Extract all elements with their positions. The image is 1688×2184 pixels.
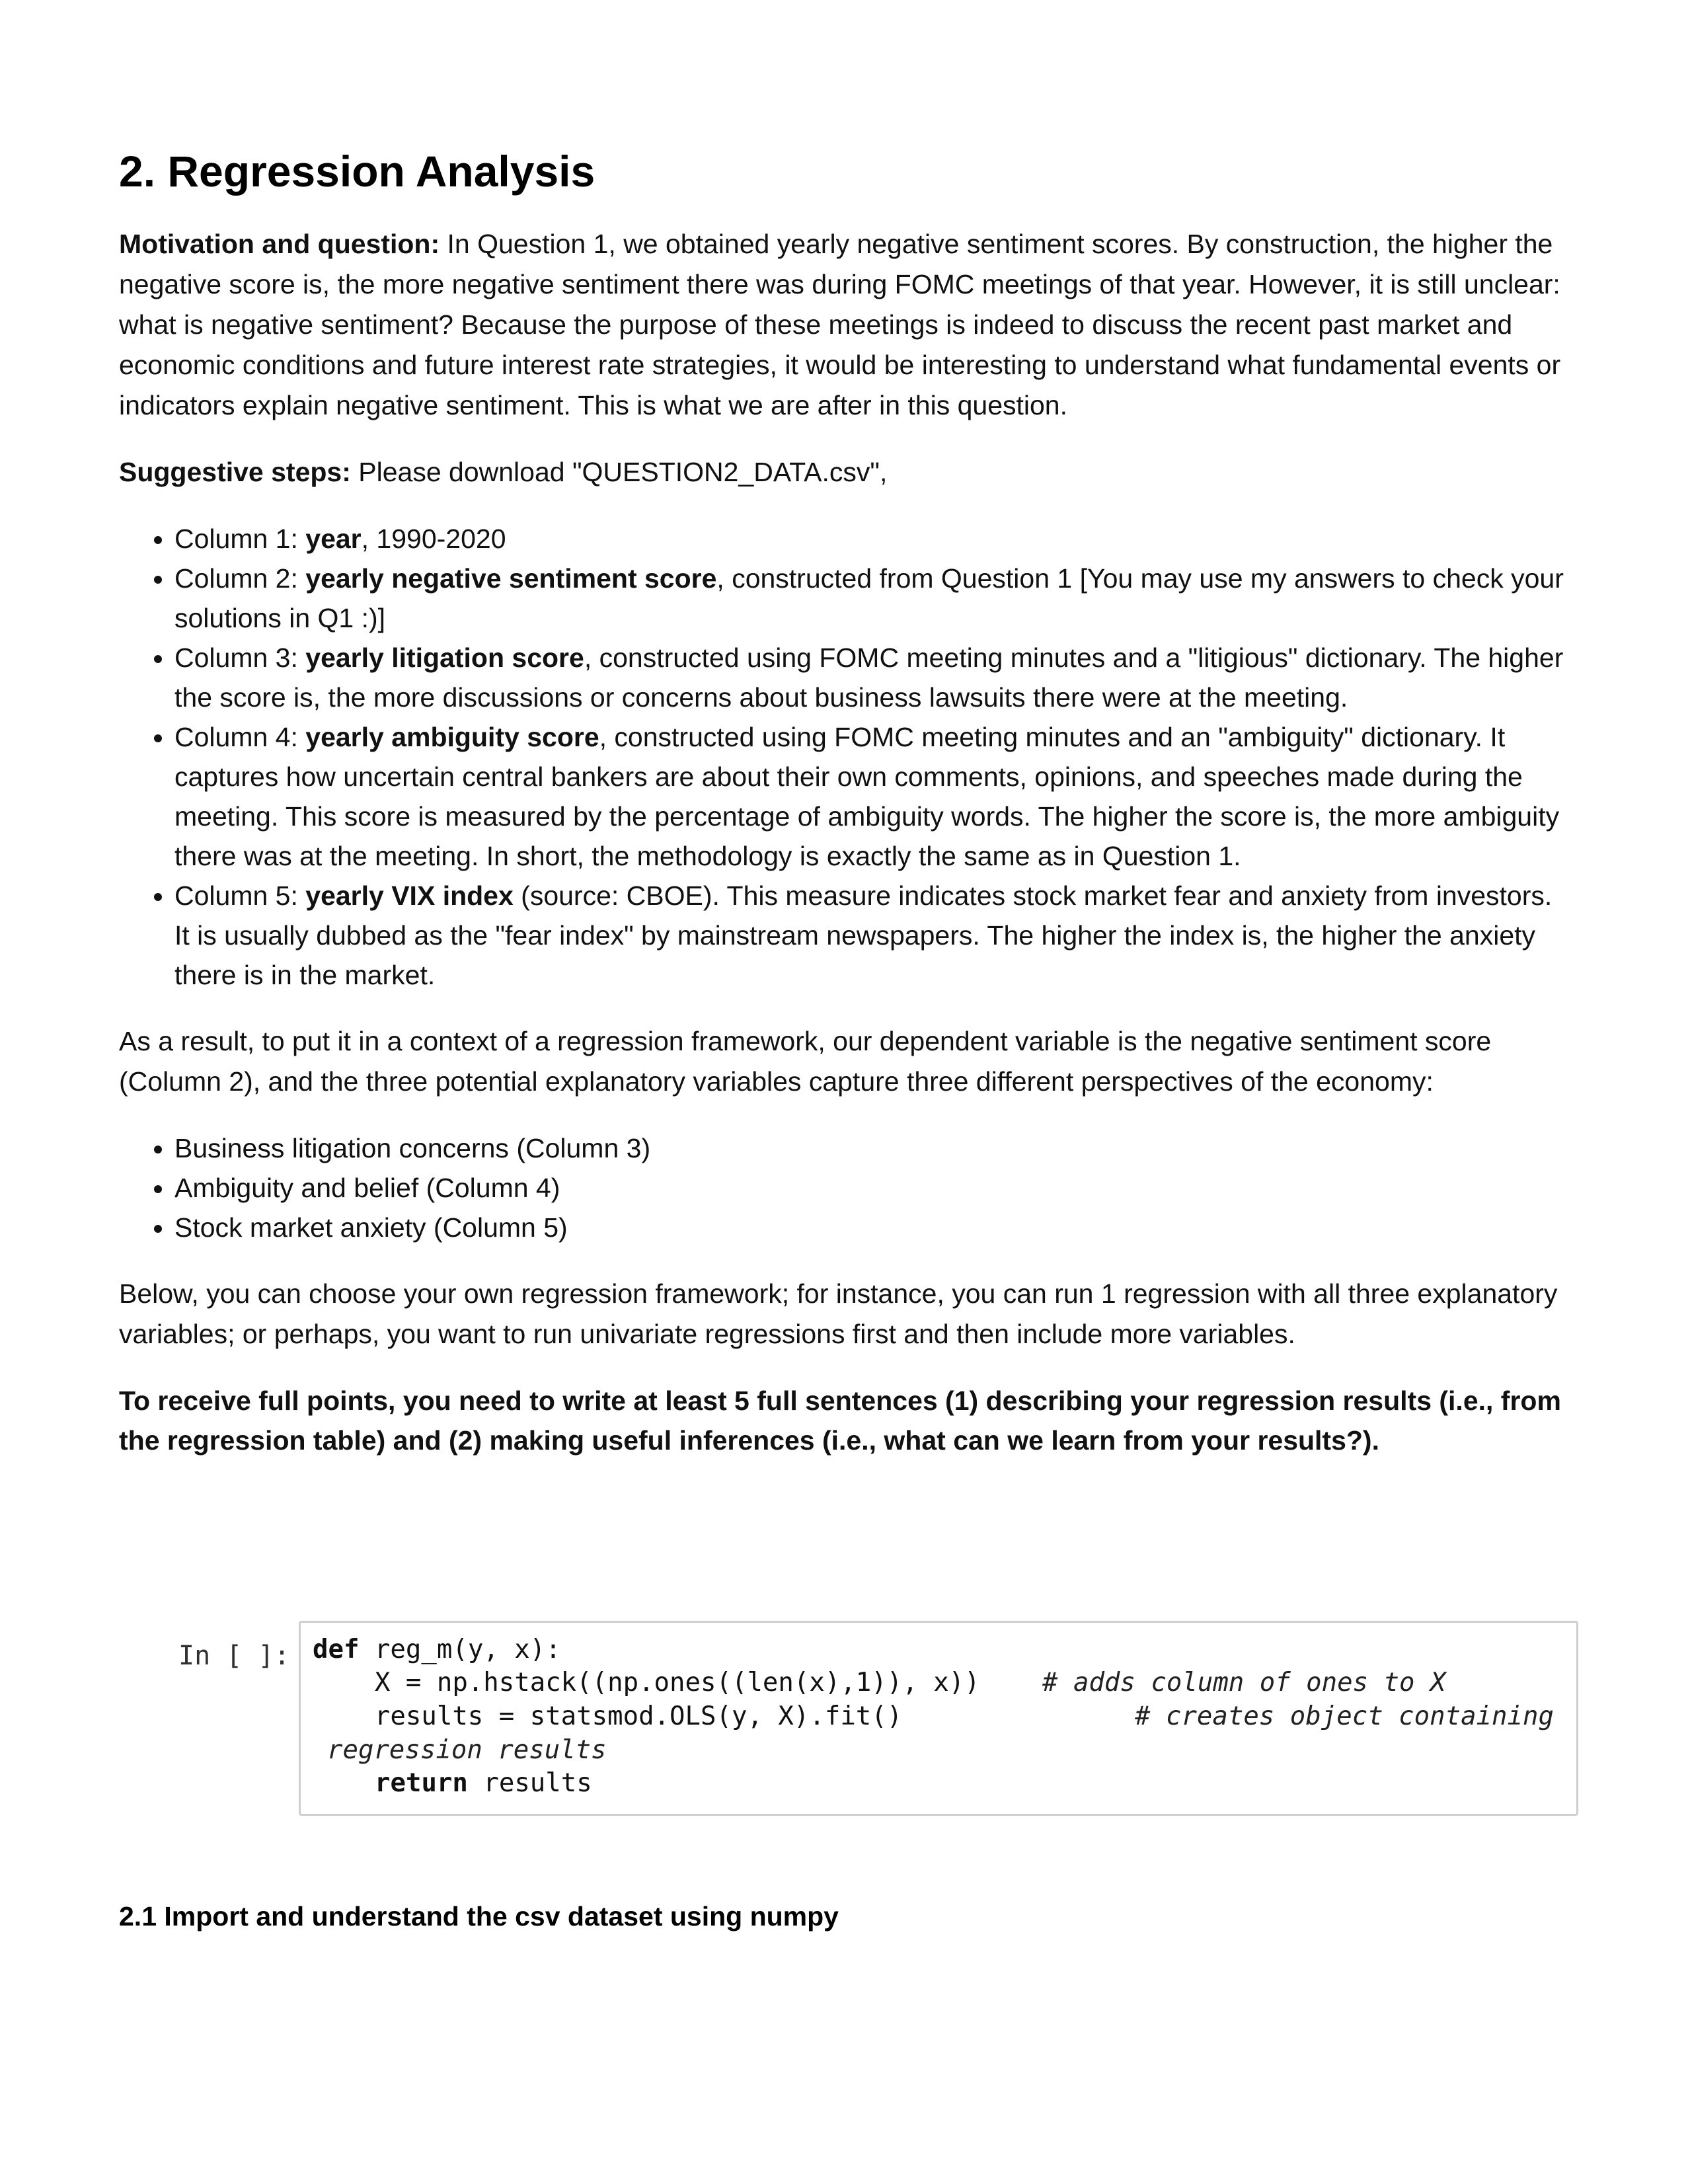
list-item: • Column 4: yearly ambiguity score, constructed using FOMC meeting minutes and an "ambiguity" dictionary. It captures how uncertain central bankers are about their own comments, opinions, and speeches made during the meeting. This score is measured by the percentage of ambiguity words. The higher the score is, the more ambiguity there was at the meeting. In short, the methodology is exactly the same as in Question 1. [174, 717, 1566, 876]
list-item: • Ambiguity and belief (Column 4) [174, 1168, 1566, 1208]
code-comment: regression results [327, 1735, 607, 1765]
list-item: • Column 2: yearly negative sentiment score, constructed from Question 1 [You may use my answers to check your solutions in Q1 :)] [174, 559, 1566, 638]
cell-prompt: In [ ]: [178, 1641, 290, 1671]
code-editor[interactable] [299, 1621, 1578, 1816]
list-item: • Column 3: yearly litigation score, constructed using FOMC meeting minutes and a "litigious" dictionary. The higher the score is, the more discussions or concerns about business lawsuits there were at the meeting. [174, 638, 1566, 717]
steps-label: Suggestive steps: [119, 457, 351, 488]
page-title: 2. Regression Analysis [119, 147, 595, 196]
motivation-paragraph [119, 224, 1566, 426]
code-line: X = np.hstack((np.ones((len(x),1)), x)) [313, 1668, 980, 1697]
code-cell [178, 1621, 1580, 1819]
motivation-text: In Question 1, we obtained yearly negative sentiment scores. By construction, the higher the negative score is, the more negative sentiment there was during FOMC meetings of that year. However, it is still unclear: what is negative sentiment? Because the purpose of these meetings is indeed to discuss the recent past market and economic conditions and future interest rate strategies, it would be interesting to understand what fundamental events or indicators explain negative sentiment. This is what we are after in this question. [119, 229, 1561, 421]
code-comment: # adds column of ones to X [1042, 1668, 1446, 1697]
steps-paragraph [119, 452, 1566, 492]
points-paragraph: To receive full points, you need to write at least 5 full sentences (1) describing your regression results (i.e., from the regression table) and (2) making useful inferences (i.e., what can we learn from your results?). [119, 1385, 1561, 1456]
code-line: def reg_m(y, x): [313, 1635, 561, 1664]
list-item: • Stock market anxiety (Column 5) [174, 1208, 1566, 1247]
result-paragraph: As a result, to put it in a context of a regression framework, our dependent variable is the negative sentiment score (Column 2), and the three potential explanatory variables capture three different perspectives of the economy: [119, 1026, 1492, 1097]
perspective-list [119, 1128, 1566, 1247]
section-subheading: 2.1 Import and understand the csv dataset using numpy [119, 1901, 839, 1931]
code-line: results = statsmod.OLS(y, X).fit() [313, 1701, 903, 1731]
document-body [119, 145, 1566, 1460]
motivation-label: Motivation and question: [119, 229, 440, 260]
list-item: • Column 5: yearly VIX index (source: CBOE). This measure indicates stock market fear and anxiety from investors. It is usually dubbed as the "fear index" by mainstream newspapers. The higher the index is, the higher the anxiety there is in the market. [174, 876, 1566, 995]
list-item: • Business litigation concerns (Column 3) [174, 1128, 1566, 1168]
steps-text: Please download "QUESTION2_DATA.csv", [350, 457, 888, 488]
column-list [119, 519, 1566, 995]
code-comment: # creates object containing [1135, 1701, 1554, 1731]
framework-paragraph: Below, you can choose your own regression framework; for instance, you can run 1 regression with all three explanatory variables; or perhaps, you want to run univariate regressions first and then include more variables. [119, 1278, 1558, 1350]
code-line: return results [375, 1768, 592, 1798]
list-item: • Column 1: year, 1990-2020 [174, 519, 1566, 559]
